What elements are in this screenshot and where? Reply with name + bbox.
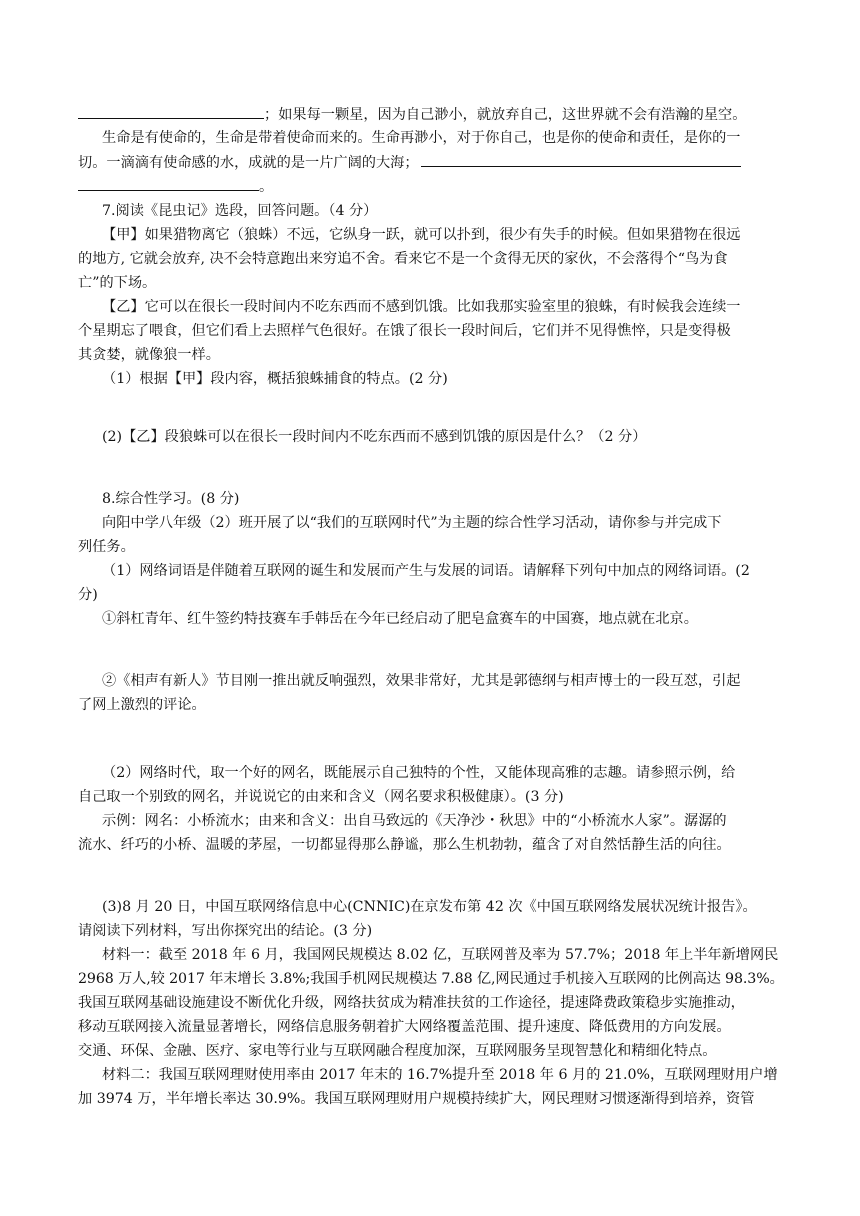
material-1: 2968 万人,较 2017 年末增长 3.8%;我国手机网民规模达 7.88 亿,网民通过手机接入互联网的比例高达 98.3%。 [78, 971, 784, 987]
answer-blank[interactable] [78, 176, 259, 191]
example-text: 流水、纤巧的小桥、温暖的茅屋，一切都显得那么静谧，那么生机勃勃，蕴含了对自然恬静生活的向往。 [78, 837, 731, 853]
example-sentence-2: ②《相声有新人》节目刚一推出就反响强烈，效果非常好，尤其是郭德纲与相声博士的一段互怼，引起 [102, 673, 741, 689]
answer-blank[interactable] [421, 152, 741, 167]
answer-line-3 [78, 176, 273, 197]
subquestion-8-1: 分) [78, 587, 98, 603]
example-sentence-1: ①斜杠青年、红牛签约特技赛车手韩岳在今年已经启动了肥皂盒赛车的中国赛，地点就在北京。 [102, 611, 698, 627]
text-line: 。 [259, 179, 274, 195]
material-1: 移动互联网接入流量显著增长，网络信息服务朝着扩大网络覆盖范围、提升速度、降低费用的方向发展。 [78, 1019, 731, 1035]
material-1: 交通、环保、金融、医疗、家电等行业与互联网融合程度加深，互联网服务呈现智慧化和精细化特点。 [78, 1043, 717, 1059]
question-7-title: 7.阅读《昆虫记》选段，回答问题。（4 分） [102, 203, 378, 219]
subquestion-8-3: 请阅读下列材料，写出你探究出的结论。(3 分) [78, 923, 373, 939]
subquestion-7-2: (2)【乙】段狼蛛可以在很长一段时间内不吃东西而不感到饥饿的原因是什么？（2 分） [102, 429, 647, 445]
material-2: 加 3974 万，半年增长率达 30.9%。我国互联网理财用户规模持续扩大，网民理财习惯逐渐得到培养，资管 [78, 1091, 755, 1107]
example-sentence-2: 了网上激烈的评论。 [78, 697, 206, 713]
answer-line-2 [78, 152, 741, 173]
q8-intro: 列任务。 [78, 539, 135, 555]
material-1: 我国互联网基础设施建设不断优化升级，网络扶贫成为精准扶贫的工作途径，提速降费政策稳步实施推动， [78, 995, 745, 1011]
text-line: ；如果每一颗星，因为自己渺小，就放弃自己，这世界就不会有浩瀚的星空。 [264, 107, 747, 123]
text-line: 生命是有使命的，生命是带着使命而来的。生命再渺小，对于你自己，也是你的使命和责任，是你的一 [102, 130, 741, 146]
passage-yi: 个星期忘了喂食，但它们看上去照样气色很好。在饿了很长一段时间后，它们并不见得憔悴，只是变得极 [78, 323, 731, 339]
subquestion-8-1: （1）网络词语是伴随着互联网的诞生和发展而产生与发展的词语。请解释下列句中加点的网络词语。(2 [102, 563, 750, 579]
answer-line-1 [78, 104, 746, 125]
passage-yi: 其贪婪，就像狼一样。 [78, 347, 220, 363]
passage-jia: 亡”的下场。 [78, 275, 157, 291]
answer-blank[interactable] [78, 104, 264, 119]
text-line: 切。一滴滴有使命感的水，成就的是一片广阔的大海； [78, 155, 419, 171]
passage-jia: 【甲】如果猎物离它（狼蛛）不远，它纵身一跃，就可以扑到，很少有失手的时候。但如果猎物在很远 [102, 227, 741, 243]
subquestion-8-2: 自己取一个别致的网名，并说说它的由来和含义（网名要求积极健康）。(3 分) [78, 789, 564, 805]
subquestion-8-3: (3)8 月 20 日，中国互联网络信息中心(CNNIC)在京发布第 42 次《中国互联网络发展状况统计报告》。 [102, 899, 757, 915]
material-1: 材料一：截至 2018 年 6 月，我国网民规模达 8.02 亿，互联网普及率为 57.7%；2018 年上半年新增网民 [102, 947, 779, 963]
q8-intro: 向阳中学八年级（2）班开展了以“我们的互联网时代”为主题的综合性学习活动，请你参与并完成下 [102, 515, 722, 531]
example-text: 示例：网名：小桥流水；由来和含义：出自马致远的《天净沙・秋思》中的“小桥流水人家”。潺潺的 [102, 813, 727, 829]
passage-yi: 【乙】它可以在很长一段时间内不吃东西而不感到饥饿。比如我那实验室里的狼蛛，有时候我会连续一 [102, 299, 741, 315]
subquestion-7-1: （1）根据【甲】段内容，概括狼蛛捕食的特点。(2 分) [102, 371, 448, 387]
question-8-title: 8.综合性学习。(8 分) [102, 491, 240, 507]
passage-jia: 的地方, 它就会放弃, 决不会特意跑出来穷追不舍。看来它不是一个贪得无厌的家伙，不会落得个“鸟为食 [78, 251, 728, 267]
material-2: 材料二：我国互联网理财使用率由 2017 年末的 16.7%提升至 2018 年 6 月的 21.0%，互联网理财用户增 [102, 1067, 778, 1083]
subquestion-8-2: （2）网络时代，取一个好的网名，既能展示自己独特的个性，又能体现高雅的志趣。请参照示例，给 [102, 765, 736, 781]
